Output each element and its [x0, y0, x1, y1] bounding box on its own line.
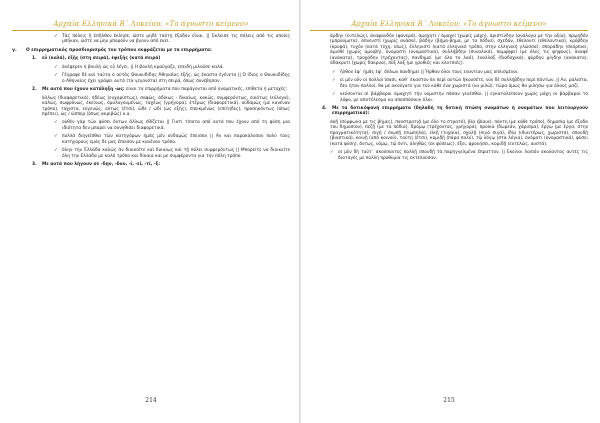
- item1-bullet-1: ✓ ἀνέφερεν ἡ βουλὴ ὡς εὖ λέγει. || Η βουλή κραύγαζε, επειδή μιλούσε καλά.: [12, 65, 290, 70]
- left-page-number: 214: [145, 397, 157, 404]
- right-bullet-1: ✓ ἦλθον ἐφ᾽ ἡμᾶς ἐφ᾽ ὅπλων πανδημεί || Ήρθαν όλοι τους εναντίον μας οπλισμένοι.: [310, 70, 588, 75]
- item2-bullet-2: ✓ πολλὰ διηγεῖσθαι τῶν κατηγόρων ἡμᾶς μὲν οὐδαμῶς ἔπεισαν || Αν και παρακάλεσαν πολύ τους κατήγορους εμάς δε μας έπεισαν με κανέναν τρόπο.: [12, 134, 290, 145]
- item4-word-list: ἀκῇ (σύμφωνα με τις βήμες), πανστρατιᾷ (με όλο το στρατό), βίᾳ (βίαια), πάντη (με κάθε τρόπο), δημοσίᾳ (με έξοδα του δημοσίου), πεζῇ (με τα πόδια), δρόμῳ (τρέχοντας, γρήγορα), προίκα (δωρεάν, χάρισμα), ἔργῳ (με έργα, στην πραγματικότητα), σιγῇ / σιωπῇ (σιωπηλά), εἰκῇ (τυχαία), σχολῇ (σιγά σιγά), ἰδίᾳ (ιδιαιτέρως, χωριστά), σπουδῇ (βιαστικά), κοινῇ (από κοινού), ταύτῃ (έτσι), κομιδῇ (πάρα πολύ), τῷ λόγῳ (στα λόγια), ὀνόματι (ονομαστικά), φύσει (κατά φύση), ὄντως, νόμῳ, τῷ ὄντι, ἀληθῶς (εκ φύσεως), ἕξει, φρονήσει, κομιδῇ (εντελώς, αυστά).: [330, 119, 588, 147]
- left-page: [12, 0, 290, 423]
- item3-title: Με αυτά που λήγουν σε -δην, -δον, -ί, -εί, -τί, -ξ:: [42, 162, 160, 168]
- item2-title: Με αυτά που έχουν κατάληξη -ως:: [42, 87, 125, 93]
- item2-description: είναι τα επιρρήματα που παράγονται από ονοματικές, επίθετα ή μετοχές:: [124, 87, 288, 93]
- item4-label: 4.: [322, 105, 327, 111]
- item2-bullet-1: ✓ οὐθὲν γὰρ τῶν φύσει ὄντων ἄλλως ἐθίζεται || Γιατί τίποτα από αυτά που έχουν από τη φύση μια ιδιότητα δεν μπορεί να συνηθίσει διαφορετικά.: [12, 120, 290, 131]
- right-bullet-3: ✓ κεύσονται οἱ βάρβαροι ἀμαχητὶ τὴν νομιστὴν πᾶσαν γενέσθαι. || εγκαταλείπουν χωρίς μάχη οι βάρβαροι το λόφο, με αποτέλεσμα να αποσπάσουν όλοι.: [310, 92, 588, 103]
- left-header-rule: [12, 30, 290, 31]
- item1-bullet-2: ✓ Γέγραφε δὲ καὶ ταῦτα ὁ αὐτὸς Θουκυδίδης Ἀθηναῖος ἑξῆς, ὡς ἕκαστα ἐγένετο || Ο ίδιος ο Θουκυδίδης ο Αθηναίος έχει γράψει αυτά (τα γεγονότα) στη σειρά, όπως συνέβησαν.: [12, 73, 290, 84]
- section-g-title: Ο επιρρηματικός προσδιορισμός του τρόπου εκφράζεται με τα επιρρήματα:: [26, 47, 212, 53]
- item4-bullet-1: ✓ οἱ μὲν δὴ ταῦτ᾽ ἀκούσαντες πολλῇ σπουδῇ τὰ παρηγγελμένα ἔπραττον. || Εκείνοι λοιπόν ακούοντας αυτές τις διαταγές με πολλή προθυμία τις εκτελούσαν.: [310, 150, 588, 161]
- item1-heading: [12, 56, 290, 61]
- book-gutter: [299, 0, 301, 423]
- right-page-content: [310, 34, 588, 164]
- left-page-content: [12, 34, 290, 171]
- item2-label: 2.: [32, 87, 37, 93]
- item1-label: 1.: [32, 56, 37, 62]
- item2-heading: [12, 87, 290, 92]
- left-page-header: Αρχαία Ελληνικά Β΄ Λυκείου: «Το άγνωστο κείμενο»: [53, 20, 249, 28]
- right-header-rule: [310, 30, 588, 31]
- item2-word-list: ἄλλως (διαφορετικά), ἡδέως (ευχαρίστως), σαφῶς, ἀδίκως - δικαίως, κακῶς, συμφερόντως, εἰκότως (εύλογα), καλῶς, σωφρόνως, ἐκείνως, ὁμολογουμένως, ταχέως (γρήγορα), ἑτέρως (διαφορετικά), οὐδαμῶς (με κανέναν τρόπο), τάχιστα, εὐγενῶς, οὕτως (έτσι), ὥδε / ὡδί (ως εξής), ἐπεικμένως (επίτηδες), προσηκόντως (όπως πρέπει), ὡς / ὥσπερ (όπως ακριβώς) κ.α.: [42, 95, 290, 117]
- right-page: [310, 0, 588, 423]
- item4-heading: [310, 106, 588, 117]
- item1-title: εὖ (καλά), ἑξῆς (στη σειρά), ἐφεξῆς (κατά σειρά): [42, 56, 161, 62]
- item3-heading: [12, 162, 290, 167]
- right-page-header: Αρχαία Ελληνικά Β΄ Λυκείου: «Το άγνωστο κείμενο»: [351, 20, 547, 28]
- section-g-heading: [12, 48, 290, 53]
- right-bullet-2: ✓ εἰ μὲν οὖν οἱ πολλοὶ ἴσασι, καθ᾽ ἕκαστον ἂν περὶ αὐτῶν ἤκουσέτε, νῦν δὲ συλλήβδην περὶ πάντων. || Αν, μάλιστα, δεν ήταν πολλοί, θα με ακούγατε για τον κάθε ένα χωριστά (να μιλώ), τώρα όμως θα μιλήσω για όλους μαζί.: [310, 78, 588, 89]
- item2-bullet-3: ✓ ὅλην τὴν Ἑλλάδα καλῶς ἂν διοικοῖτε καὶ δικαίως καὶ τῇ πόλει συμφερόντως || Μπορείτε να διοικείτε όλη την Ελλάδα με καλό τρόπο και δίκαια και με συμφέροντα για την πόλη τρόπο.: [12, 148, 290, 159]
- section-g-label: γ.: [12, 47, 17, 53]
- left-bullet-intro: ✓ Τὰς πόλεις ἢ ἐπῆλθεν ἔκλησε, ὥστε μηδὲ ταύτῃ ἔξοδον εἶναι. || Έκλεισε τις πόλεις από τις οποίες μπήκαν, ώστε να μην μπορούν να βγουν από εκεί.: [12, 34, 290, 45]
- right-intro-word-list: ἄρδην (εντελώς), ἀναφανδόν (φανερά), ἀμαχητί / ἀμαχεί (χωρίς μάχη), ἀριστίνδην (ανάλογα με την αξία), πρῳηδόν (μπρούμυτα), ἀπνευστί (χωρίς ανάσα), βάδην (βήμα-βήμα, με τα πόδια), σχεδόν, ἐθελοντί (εθελοντικά), κρύβδην (κρυφά), τυχόν (κατά τύχη, ίσως), ἑλληνιστί (κατά ελληνικό τρόπο, στην ελληνική γλώσσα), σποράδην (σκόρπια), ἀμισθί (χωρίς αμοιβή), ὀνομαστί (ονομαστικά), συλλήβδην (συνολικά), παμψηφεί (με όλες τις ψήφους), ἀναφέ (ανάκατα), τροχάδην (τρέχοντας), πανδημεί (με όλο το λαό), ἐναλλάξ (διαδοχικά), φύρδην μίγδην (ανάκατα), ἀδακρυτί (χωρίς δάκρυα), πὺξ λὰξ (με γροθιές και κλοτσιές).: [330, 34, 588, 67]
- right-page-number: 215: [443, 397, 455, 404]
- item4-title: Με τα δοτικόφανή επιρρήματα (δηλαδή τη δοτική πτώση ονομάτων ή ονομάτων που λειτουργούν επιρρηματικά):: [332, 105, 588, 117]
- item3-label: 3.: [32, 162, 37, 168]
